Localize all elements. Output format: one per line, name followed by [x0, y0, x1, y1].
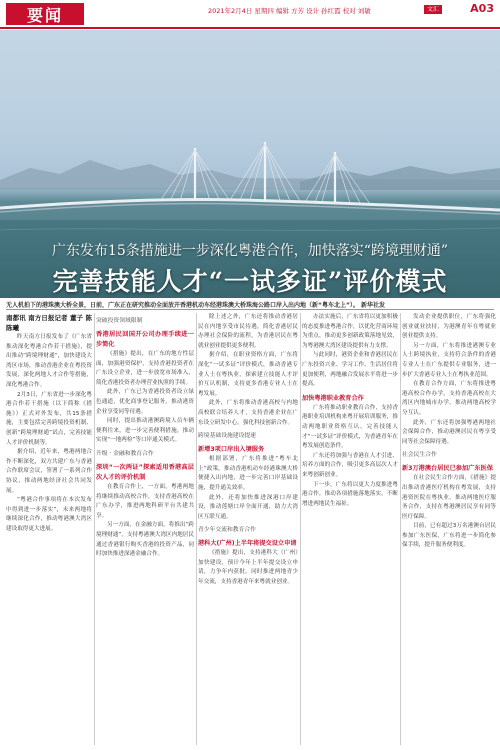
paragraph: 同时，提出推动港澳跨境人员车辆便利往来，进一步完善便利措施，推动实现“一地两检”等口岸通关模式。 — [96, 418, 194, 444]
column-4 — [302, 313, 398, 745]
paragraph: 此外，还将加快推进深港口岸建设，推动莲塘口岸全面开通，助力大湾区互联互通。 — [198, 494, 298, 520]
column-5 — [402, 313, 496, 745]
masthead-rule — [0, 27, 500, 29]
column-1 — [6, 313, 92, 745]
paragraph: 昨天南方日报发布了《广东省推动深化粤港合作若干措施》，提出推动“跨境理财通”，加快建设大湾区市场，推动香港企业在粤投资发展，深化两地人才合作等措施，深化粤港合作。 — [6, 334, 92, 388]
paper-tag: 文汇 — [424, 5, 442, 14]
paragraph: 除上述之外，广东还将推动香港居民在内地享受市民待遇，简化香港居民办理社会保险的流程，为香港居民在粤就业创业提供更多便利。 — [198, 314, 298, 349]
paragraph: 据介绍，近年来，粤港两地合作不断深化，双方共建广东与香港合作联席会议，签署了一系列合作协议，推动两地经济社会共同发展。 — [6, 449, 92, 494]
paragraph: 《措施》提出，在广东的地方性层面，加强港资保护，支持香港投资者在广东设立企业，进一步放宽市场准入，简化香港投资者办理营业执照的手续。 — [96, 351, 194, 386]
hero-photo — [0, 30, 500, 298]
paragraph: 2月3日，广东省进一步深化粤港合作若干措施（以下简称《措施》）正式对外发布，共15条措施，主要包括完善跨境投资机制、创新“跨境理财通”试点，完善技能人才评价机制等。 — [6, 391, 92, 446]
subhead-kicker: 突破投资领域限制 — [96, 318, 143, 324]
subhead-kicker: 跨境基础设施建设提速 — [198, 433, 256, 440]
masthead — [0, 0, 500, 28]
paragraph: 下一步，广东将以更大力度推进粤港合作，推动各项措施落地落实，不断增进两地民生福祉。 — [302, 481, 398, 507]
subhead: 新增3项口岸出入境服务 — [198, 446, 265, 454]
photo-caption: 无人机拍下的港珠澳大桥全景，日前，广东正在研究推动全面放开香港机动车经港珠澳大桥珠海公路口岸入出内地（新“粤车北上”）。 新华社发 — [6, 302, 385, 309]
byline: 南都讯 南方日报记者 董子 陈 陈曦 — [6, 314, 92, 332]
column-divider — [400, 313, 401, 745]
paragraph: 此外，广东已为香港投资者设立绿色通道，优化商事登记服务，推动港资企业享受同等待遇。 — [96, 389, 194, 415]
issue-info: 2021年2月4日 星期四 编辑 方芳 设计 孙红霞 校对 刘敏 — [208, 7, 371, 15]
column-divider — [196, 313, 197, 745]
subhead: 香港居民回国开公司办理手续进一步简化 — [96, 331, 194, 348]
subhead: 加快粤港职业教育合作 — [302, 394, 364, 402]
headline: 完善技能人才“一试多证”评价模式 — [52, 267, 448, 296]
paragraph: 据介绍，在职业资格方面，广东将深化“一试多证”评价模式，推动香港专业人士在粤执业，探索建立技能人才评价互认机制，支持更多香港专业人士在粤发展。 — [198, 352, 298, 397]
paragraph: 另一方面，在金融方面，将推出“跨境理财通”，支持粤港澳大湾区内地居民通过香港银行购买香港的投资产品，同时加快推进深港金融合作。 — [96, 522, 194, 558]
paragraph: 此外，广东将推动香港高校与内地高校联合培养人才，支持香港企业在广东设立研发中心，强化科技创新合作。 — [198, 400, 298, 426]
paragraph: 广东还将加强与香港在人才引进、培养方面的合作，吸引更多高层次人才来粤创新创业。 — [302, 452, 398, 478]
column-divider — [300, 313, 301, 745]
paragraph: 在教育合作方面，广东将推进粤港高校合作办学，支持香港高校在大湾区内地城市办学，推动两地高校学分互认。 — [402, 381, 496, 416]
section-badge: 要闻 — [6, 3, 84, 25]
subhead-kicker: 升级 · 金融和教育合作 — [96, 450, 154, 457]
subhead-kicker: 社会民生合作 — [402, 452, 437, 459]
page-number: A03 — [470, 2, 494, 15]
hero-subtitle: 广东发布15条措施进一步深化粤港合作，加快落实“跨境理财通” — [51, 243, 449, 259]
paragraph: 在社会民生合作方面，《措施》提出推动香港医疗机构在粤发展，支持港资医院在粤执业，推动两地医疗服务合作，支持在粤港澳居民享有同等医疗保障。 — [402, 475, 496, 520]
paragraph: 发动企业提供职位，广东将强化创业就业扶持，为港澳青年在粤就业创业提供支持。 — [402, 314, 496, 340]
subhead-kicker: 青少年交流和教育合作 — [198, 527, 256, 534]
subhead: 港科大(广州)上半年将提交设立申请 — [198, 540, 297, 548]
paragraph: 办法实施后，广东省将以更加积极的态度推进粤港合作，以优化营商环境为重点，推动更多创新政策落地见效，为粤港澳大湾区建设提供有力支撑。 — [302, 314, 398, 349]
paragraph: “粤港合作事项将在本次发布中得到进一步落实”，未来两地将继续深化合作，推动粤港澳大湾区建设取得更大进展。 — [6, 497, 92, 532]
paragraph: 根据部署，广东将推进“粤车北上”政策，推动香港机动车经港珠澳大桥便捷入出内地，进一步完善口岸基础设施，提升通关效率。 — [198, 456, 298, 491]
paragraph: 此外，广东还将加强粤港两地社会保障合作，推动港澳居民在粤享受同等社会保障待遇。 — [402, 419, 496, 445]
paragraph: 目前，已有超过3万名港澳台居民参加广东医保，广东将进一步简化参保手续，提升服务便利度。 — [402, 523, 496, 549]
caption-rule — [6, 309, 494, 310]
column-2 — [96, 313, 194, 745]
paragraph: 广东将推动职业教育合作，支持香港职业培训机构来粤开展培训服务，推动两地职业资格互认，完善技能人才“一试多证”评价模式，为香港青年在粤发展创造条件。 — [302, 404, 398, 450]
paragraph: 另一方面，广东将推进港澳专业人士跨境执业，支持符合条件的香港专业人士在广东提供专业服务，进一步扩大香港专业人士在粤执业范围。 — [402, 342, 496, 378]
subhead: 深圳“一次两证”探索适用香港高层次人才的评价机制 — [96, 463, 194, 481]
paragraph: 《措施》提出，支持港科大（广州）加快建设，预计今年上半年提交设立申请，力争年内获批。同时推进两地青少年交流，支持香港青年来粤就业创业。 — [198, 550, 298, 586]
paragraph: 与此同时，港资企业和香港居民在广东投资兴业、学习工作、生活居住将更加便利，两地融合发展水平将进一步提高。 — [302, 352, 398, 388]
column-divider — [94, 313, 95, 745]
subhead: 新3万港澳台居民已参加广东医保 — [402, 465, 493, 473]
column-3 — [198, 313, 298, 745]
paragraph: 在教育合作上，一方面，粤港两地将继续推动高校合作，支持香港高校在广东办学，推进两地科研平台共建共享。 — [96, 483, 194, 519]
